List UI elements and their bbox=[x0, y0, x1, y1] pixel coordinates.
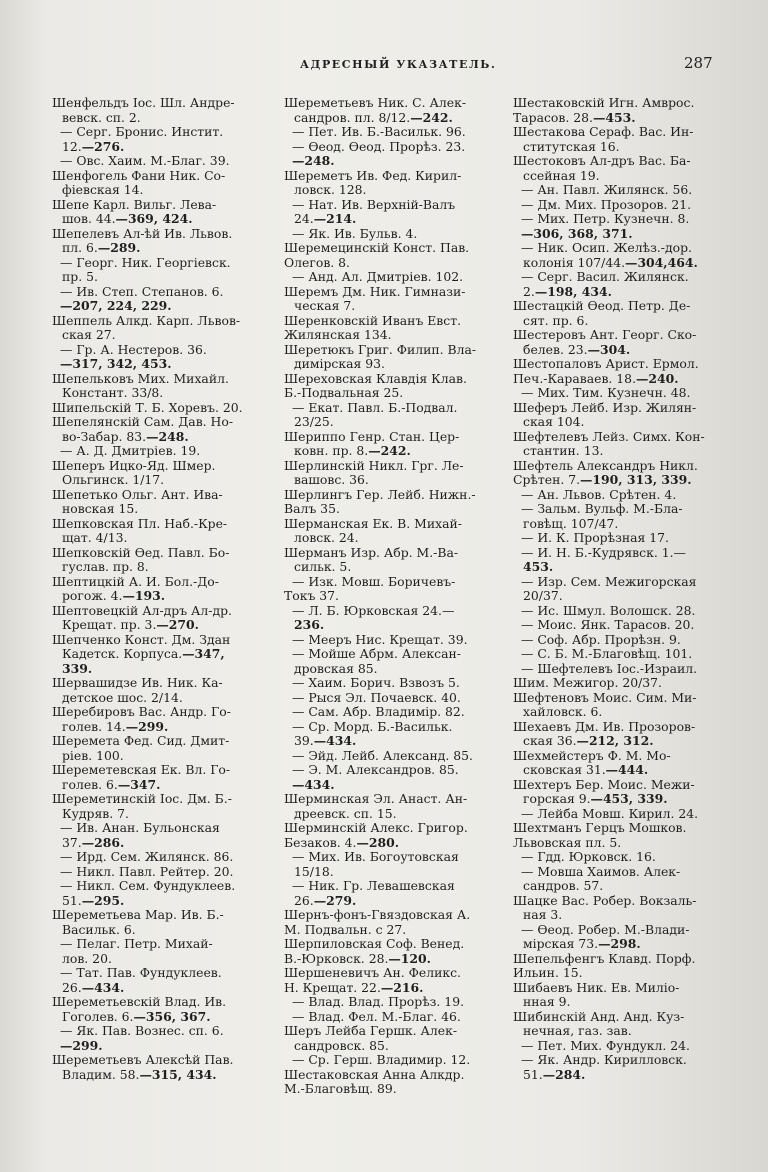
directory-line: — Мих. Петр. Кузнечн. 8. bbox=[521, 212, 690, 226]
directory-line: Безаков. 4.—280. bbox=[284, 835, 400, 850]
directory-line: Шеремъ Дм. Ник. Гимнази- bbox=[284, 284, 466, 299]
directory-line: — Влад. Фел. М.-Благ. 46. bbox=[292, 1009, 461, 1024]
directory-line: Шепелянскій Сам. Дав. Но- bbox=[52, 415, 234, 429]
directory-line: Токъ 37. bbox=[284, 589, 339, 603]
directory-line: Шехмейстеръ Ф. М. Мо- bbox=[513, 748, 671, 763]
directory-line: 236. bbox=[294, 618, 325, 632]
directory-line: Шервашидзе Ив. Ник. Ка- bbox=[52, 676, 223, 690]
running-title: АДРЕСНЫЙ УКАЗАТЕЛЬ. bbox=[300, 58, 497, 71]
directory-line: — С. Б. М.-Благовѣщ. 101. bbox=[521, 647, 693, 661]
directory-line: 26.—434. bbox=[62, 980, 125, 995]
directory-line: Шершеневичъ Ан. Феликс. bbox=[284, 966, 461, 980]
directory-line: Шеренковскій Иванъ Евст. bbox=[284, 313, 462, 328]
directory-line: шов. 44.—369, 424. bbox=[62, 212, 193, 226]
directory-line: — Изк. Мовш. Боричевъ- bbox=[292, 574, 456, 589]
directory-line: голев. 6.—347. bbox=[62, 777, 161, 792]
directory-line: Гоголев. 6.—356, 367. bbox=[62, 1009, 211, 1024]
directory-line: — Нат. Ив. Верхній-Валъ bbox=[292, 197, 456, 212]
directory-line: — Як. Ив. Бульв. 4. bbox=[292, 226, 418, 241]
directory-line: — Лейба Мовш. Кирил. 24. bbox=[521, 806, 699, 821]
directory-line: —306, 368, 371. bbox=[521, 226, 633, 241]
directory-line: Шефтелевъ Лейз. Симх. Кон- bbox=[513, 429, 705, 444]
directory-line: — Анд. Ал. Дмитріев. 102. bbox=[292, 270, 464, 284]
directory-column-2 bbox=[284, 96, 504, 1097]
directory-line: ловск. 128. bbox=[294, 183, 367, 197]
directory-line: Шацке Вас. Робер. Вокзаль- bbox=[513, 893, 697, 908]
directory-line: Шехтманъ Герцъ Мошков. bbox=[513, 821, 687, 835]
directory-line: — Тат. Пав. Фундуклеев. bbox=[60, 966, 222, 980]
directory-line: хайловск. 6. bbox=[523, 705, 603, 719]
directory-line: Шеръ Лейба Гершк. Алек- bbox=[284, 1024, 458, 1038]
directory-line: мірская 73.—298. bbox=[523, 937, 641, 951]
directory-line: 51.—295. bbox=[62, 893, 125, 908]
directory-line: — Екат. Павл. Б.-Подвал. bbox=[292, 400, 458, 415]
directory-line: ститутская 16. bbox=[523, 139, 620, 154]
directory-line: сильк. 5. bbox=[294, 560, 352, 574]
directory-line: Шибинскій Анд. Анд. Куз- bbox=[513, 1009, 685, 1024]
directory-line: Валъ 35. bbox=[284, 502, 340, 516]
page-number: 287 bbox=[684, 54, 713, 72]
directory-line: Шерлингъ Гер. Лейб. Нижн.- bbox=[284, 487, 476, 502]
directory-line: — Моис. Янк. Тарасов. 20. bbox=[521, 618, 695, 632]
page-header bbox=[0, 56, 768, 76]
directory-line: — Никл. Павл. Рейтер. 20. bbox=[60, 864, 234, 879]
directory-column-1 bbox=[52, 96, 272, 1082]
directory-line: ская 27. bbox=[62, 328, 116, 342]
directory-line: ссейная 19. bbox=[523, 168, 600, 183]
directory-line: ковн. пр. 8.—242. bbox=[294, 444, 411, 458]
directory-line: нная 9. bbox=[523, 995, 571, 1009]
directory-line: — И. К. Прорѣзная 17. bbox=[521, 531, 669, 545]
directory-line: Шеретюкъ Григ. Филип. Вла- bbox=[284, 342, 477, 357]
directory-line: Шереметинскій Іос. Дм. Б.- bbox=[52, 792, 232, 806]
directory-line: ріев. 100. bbox=[62, 748, 124, 763]
directory-line: — Серг. Васил. Жилянск. bbox=[521, 270, 689, 284]
directory-line: — Як. Андр. Кирилловск. bbox=[521, 1053, 687, 1067]
directory-line: — Ср. Морд. Б.-Васильк. bbox=[292, 719, 453, 734]
directory-line: — Мееръ Нис. Крещат. 39. bbox=[292, 632, 468, 647]
directory-line: Шеремета Фед. Сид. Дмит- bbox=[52, 734, 230, 748]
directory-line: — Мовша Хаимов. Алек- bbox=[521, 864, 681, 879]
directory-line: — И. Н. Б.-Кудрявск. 1.— bbox=[521, 545, 686, 560]
directory-line: 39.—434. bbox=[294, 734, 357, 748]
directory-line: — Ѳеод. Ѳеод. Прорѣз. 23. bbox=[292, 139, 466, 154]
directory-line: — Ирд. Сем. Жилянск. 86. bbox=[60, 850, 234, 864]
directory-line: Шерманская Ек. В. Михай- bbox=[284, 516, 462, 531]
directory-line: — Ср. Герш. Владимир. 12. bbox=[292, 1053, 471, 1067]
directory-line: — Георг. Ник. Георгіевск. bbox=[60, 255, 231, 270]
directory-line: горская 9.—453, 339. bbox=[523, 792, 668, 806]
directory-line: — Изр. Сем. Межигорская bbox=[521, 574, 697, 589]
directory-line: — Эйд. Лейб. Александ. 85. bbox=[292, 748, 473, 763]
directory-line: щат. 4/13. bbox=[62, 531, 128, 545]
directory-line: Шефтель Александръ Никл. bbox=[513, 458, 698, 473]
directory-line: ческая 7. bbox=[294, 299, 356, 313]
directory-line: 15/18. bbox=[294, 864, 334, 879]
directory-line: — Соф. Абр. Прорѣзн. 9. bbox=[521, 632, 681, 647]
directory-line: сандров. пл. 8/12.—242. bbox=[294, 110, 453, 125]
directory-line: Васильк. 6. bbox=[62, 922, 136, 937]
directory-line: Шестаковская Анна Алкдр. bbox=[284, 1067, 465, 1082]
directory-line: Шестакова Сераф. Вас. Ин- bbox=[513, 125, 694, 139]
directory-line: Шеремецинскій Конст. Пав. bbox=[284, 241, 470, 255]
directory-line: Шереметьевъ Ник. С. Алек- bbox=[284, 96, 466, 110]
directory-line: сят. пр. 6. bbox=[523, 313, 589, 328]
directory-line: — Овс. Хаим. М.-Благ. 39. bbox=[60, 154, 230, 168]
directory-line: Шестопаловъ Арист. Ермол. bbox=[513, 357, 699, 371]
directory-line: —248. bbox=[292, 154, 335, 168]
directory-line: лов. 20. bbox=[62, 951, 112, 966]
directory-line: гуслав. пр. 8. bbox=[62, 560, 149, 574]
directory-line: — А. Д. Дмитріев. 19. bbox=[60, 444, 201, 458]
directory-line: Шепе Карл. Вильг. Лева- bbox=[52, 197, 217, 212]
directory-line: Жилянская 134. bbox=[284, 328, 392, 342]
directory-line: Шепельфенгъ Клавд. Порф. bbox=[513, 951, 696, 966]
directory-line: 2.—198, 434. bbox=[523, 284, 612, 299]
directory-line: Шехтеръ Бер. Моис. Межи- bbox=[513, 777, 695, 792]
directory-line: Печ.-Караваев. 18.—240. bbox=[513, 371, 679, 386]
directory-line: — Ан. Львов. Срѣтен. 4. bbox=[521, 487, 677, 502]
directory-line: Шепетько Ольг. Ант. Ива- bbox=[52, 487, 223, 502]
directory-line: — Серг. Бронис. Инстит. bbox=[60, 125, 224, 139]
directory-line: сковская 31.—444. bbox=[523, 763, 649, 777]
directory-line: — Л. Б. Юрковская 24.— bbox=[292, 603, 455, 618]
directory-line: — Ан. Павл. Жилянск. 56. bbox=[521, 183, 693, 197]
directory-line: — Дм. Мих. Прозоров. 21. bbox=[521, 197, 692, 212]
directory-line: Шереметъ Ив. Фед. Кирил- bbox=[284, 168, 462, 183]
directory-line: Шеребировъ Вас. Андр. Го- bbox=[52, 705, 231, 719]
directory-line: — Ник. Гр. Левашевская bbox=[292, 879, 455, 893]
directory-line: ская 36.—212, 312. bbox=[523, 734, 654, 748]
directory-line: Кудряв. 7. bbox=[62, 806, 129, 821]
directory-line: Ольгинск. 1/17. bbox=[62, 473, 165, 487]
directory-line: —207, 224, 229. bbox=[60, 299, 172, 313]
directory-line: Шептицкій А. И. Бол.-До- bbox=[52, 574, 219, 589]
directory-line: пр. 5. bbox=[62, 270, 98, 284]
directory-line: Шефтеновъ Моис. Сим. Ми- bbox=[513, 690, 697, 705]
directory-line: — Рыся Эл. Почаевск. 40. bbox=[292, 690, 461, 705]
directory-line: Шестеровъ Ант. Георг. Ско- bbox=[513, 328, 697, 342]
directory-line: Шернъ-фонъ-Гвяздовская А. bbox=[284, 908, 471, 922]
directory-line: — Э. М. Александров. 85. bbox=[292, 763, 459, 777]
directory-line: Тарасов. 28.—453. bbox=[513, 110, 636, 125]
directory-line: Шестаковскій Игн. Амврос. bbox=[513, 96, 695, 110]
directory-line: белев. 23.—304. bbox=[523, 342, 631, 357]
directory-line: —317, 342, 453. bbox=[60, 357, 172, 371]
directory-line: —299. bbox=[60, 1038, 103, 1053]
directory-line: — Никл. Сем. Фундуклеев. bbox=[60, 879, 236, 893]
directory-line: Констант. 33/8. bbox=[62, 386, 164, 400]
directory-line: Шепковскій Ѳед. Павл. Бо- bbox=[52, 545, 230, 560]
directory-line: пл. 6.—289. bbox=[62, 241, 141, 255]
directory-line: 24.—214. bbox=[294, 212, 357, 226]
directory-line: вашовс. 36. bbox=[294, 473, 369, 487]
directory-line: Шепченко Конст. Дм. Здан bbox=[52, 632, 231, 647]
directory-line: Шереметьева Мар. Ив. Б.- bbox=[52, 908, 224, 922]
directory-line: Шериппо Генр. Стан. Цер- bbox=[284, 429, 460, 444]
directory-line: М.-Благовѣщ. 89. bbox=[284, 1082, 397, 1096]
directory-line: вевск. сп. 2. bbox=[62, 110, 141, 125]
directory-line: дреевск. сп. 15. bbox=[294, 806, 397, 821]
directory-line: колонія 107/44.—304,464. bbox=[523, 255, 698, 270]
directory-line: рогож. 4.—193. bbox=[62, 589, 166, 603]
directory-line: сандров. 57. bbox=[523, 879, 604, 893]
directory-line: — Ив. Степ. Степанов. 6. bbox=[60, 284, 224, 299]
directory-line: Шеперъ Ицко-Яд. Шмер. bbox=[52, 458, 216, 473]
directory-line: — Хаим. Борич. Взвозъ 5. bbox=[292, 676, 460, 690]
directory-line: Шереметевская Ек. Вл. Го- bbox=[52, 763, 231, 777]
directory-line: Н. Крещат. 22.—216. bbox=[284, 980, 424, 995]
directory-line: Шерпиловская Соф. Венед. bbox=[284, 937, 465, 951]
directory-line: говѣщ. 107/47. bbox=[523, 516, 619, 531]
directory-line: — Ив. Анан. Бульонская bbox=[60, 821, 220, 835]
directory-line: — Сам. Абр. Владимір. 82. bbox=[292, 705, 465, 719]
directory-line: Шехаевъ Дм. Ив. Прозоров- bbox=[513, 719, 696, 734]
directory-line: нечная, газ. зав. bbox=[523, 1024, 632, 1038]
directory-line: Шестоковъ Ал-дръ Вас. Ба- bbox=[513, 154, 691, 168]
directory-line: Кадетск. Корпуса.—347, bbox=[62, 647, 225, 661]
directory-line: 51.—284. bbox=[523, 1067, 586, 1082]
directory-line: — Влад. Влад. Прорѣз. 19. bbox=[292, 995, 465, 1009]
directory-line: Шереметьевъ Алексѣй Пав. bbox=[52, 1053, 234, 1067]
directory-line: — Ник. Осип. Желѣз.-дор. bbox=[521, 241, 692, 255]
directory-line: Шерманъ Изр. Абр. М.-Ва- bbox=[284, 545, 459, 560]
directory-line: 12.—276. bbox=[62, 139, 125, 154]
directory-line: фіевская 14. bbox=[62, 183, 144, 197]
directory-line: Шерминская Эл. Анаст. Ан- bbox=[284, 792, 468, 806]
directory-line: — Мих. Ив. Богоутовская bbox=[292, 850, 459, 864]
directory-line: детское шос. 2/14. bbox=[62, 690, 183, 705]
directory-line: Шерлинскій Никл. Грг. Ле- bbox=[284, 458, 464, 473]
directory-line: 26.—279. bbox=[294, 893, 357, 908]
directory-line: дровская 85. bbox=[294, 661, 378, 676]
directory-line: ловск. 24. bbox=[294, 531, 359, 545]
directory-line: Львовская пл. 5. bbox=[513, 835, 622, 850]
directory-line: — Ѳеод. Робер. М.-Влади- bbox=[521, 922, 690, 937]
directory-line: — Ис. Шмул. Волошск. 28. bbox=[521, 603, 696, 618]
directory-line: Шепелевъ Ал-ѣй Ив. Львов. bbox=[52, 226, 233, 241]
directory-line: Шенфогель Фани Ник. Со- bbox=[52, 168, 226, 183]
directory-line: Б.-Подвальная 25. bbox=[284, 386, 404, 400]
directory-line: Шепковская Пл. Наб.-Кре- bbox=[52, 516, 228, 531]
directory-line: Срѣтен. 7.—190, 313, 339. bbox=[513, 473, 692, 487]
directory-line: Ильин. 15. bbox=[513, 966, 583, 980]
directory-line: ская 104. bbox=[523, 415, 585, 429]
directory-line: —434. bbox=[292, 777, 335, 792]
directory-line: — Пелаг. Петр. Михай- bbox=[60, 937, 213, 951]
directory-line: 453. bbox=[523, 560, 554, 574]
directory-line: Шибаевъ Ник. Ев. Миліо- bbox=[513, 980, 680, 995]
directory-line: Шим. Межигор. 20/37. bbox=[513, 676, 662, 690]
directory-line: Шереховская Клавдія Клав. bbox=[284, 371, 467, 386]
directory-line: Шипельскій Т. Б. Хоревъ. 20. bbox=[52, 400, 243, 415]
directory-line: 23/25. bbox=[294, 415, 334, 429]
directory-line: Шестацкій Ѳеод. Петр. Де- bbox=[513, 299, 691, 313]
directory-line: — Шефтелевъ Іос.-Израил. bbox=[521, 661, 698, 676]
directory-line: Шереметьевскій Влад. Ив. bbox=[52, 995, 227, 1009]
directory-line: ная 3. bbox=[523, 908, 563, 922]
directory-line: Шептовецкій Ал-дръ Ал-др. bbox=[52, 603, 232, 618]
directory-line: — Зальм. Вульф. М.-Бла- bbox=[521, 502, 683, 516]
directory-line: Шеппель Алкд. Карп. Львов- bbox=[52, 313, 241, 328]
directory-line: — Пет. Ив. Б.-Васильк. 96. bbox=[292, 125, 466, 139]
directory-line: В.-Юрковск. 28.—120. bbox=[284, 951, 431, 966]
directory-line: во-Забар. 83.—248. bbox=[62, 429, 189, 444]
directory-line: Владим. 58.—315, 434. bbox=[62, 1067, 217, 1082]
directory-line: Олегов. 8. bbox=[284, 255, 350, 270]
directory-line: стантин. 13. bbox=[523, 444, 604, 458]
directory-line: сандровск. 85. bbox=[294, 1038, 389, 1053]
directory-line: Шеферъ Лейб. Изр. Жилян- bbox=[513, 400, 697, 415]
directory-line: — Гр. А. Нестеров. 36. bbox=[60, 342, 207, 357]
directory-line: Шепельковъ Мих. Михайл. bbox=[52, 371, 229, 386]
directory-line: Шенфельдъ Іос. Шл. Андре- bbox=[52, 96, 235, 110]
directory-line: — Мойше Абрм. Алексан- bbox=[292, 647, 461, 661]
directory-line: 339. bbox=[62, 661, 93, 676]
directory-line: — Як. Пав. Вознес. сп. 6. bbox=[60, 1024, 224, 1038]
directory-line: 37.—286. bbox=[62, 835, 125, 850]
directory-line: 20/37. bbox=[523, 589, 563, 603]
directory-column-3 bbox=[513, 96, 733, 1082]
directory-line: новская 15. bbox=[62, 502, 139, 516]
directory-line: — Пет. Мих. Фундукл. 24. bbox=[521, 1038, 690, 1053]
directory-line: Шерминскій Алекс. Григор. bbox=[284, 821, 468, 835]
directory-line: димірская 93. bbox=[294, 357, 385, 371]
directory-line: — Мих. Тим. Кузнечн. 48. bbox=[521, 386, 691, 400]
directory-line: — Гдд. Юрковск. 16. bbox=[521, 850, 656, 864]
directory-line: голев. 14.—299. bbox=[62, 719, 169, 734]
directory-line: М. Подвальн. с 27. bbox=[284, 922, 407, 937]
directory-line: Крещат. пр. 3.—270. bbox=[62, 618, 199, 632]
